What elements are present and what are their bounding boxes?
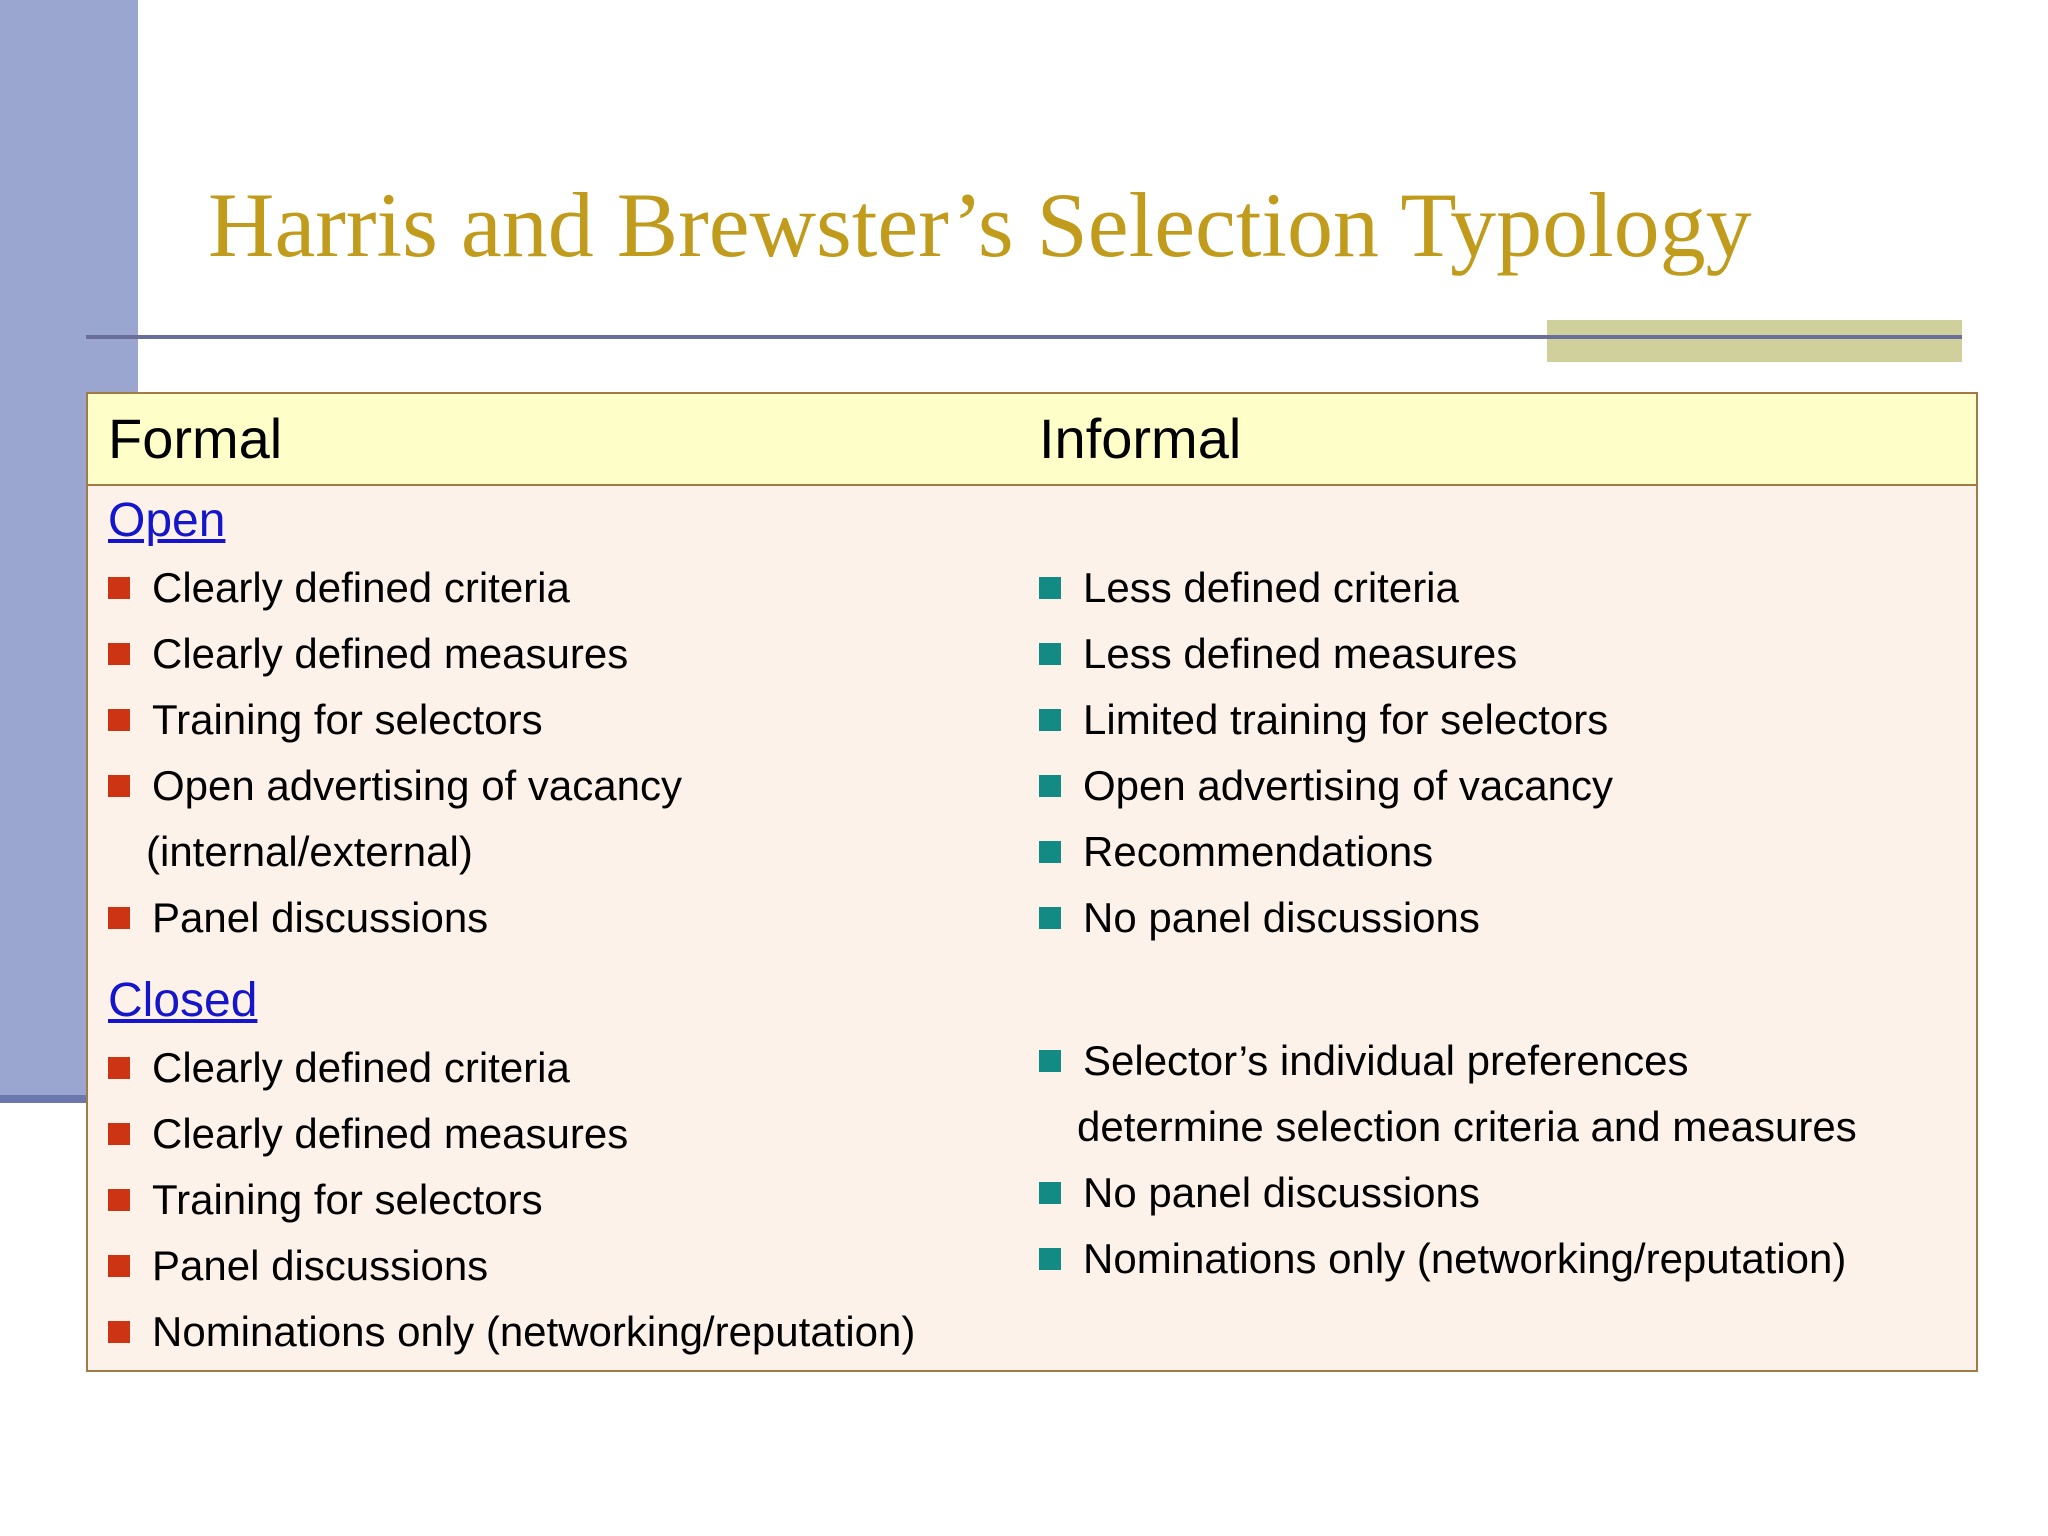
list-item: Open advertising of vacancy [1039,753,1613,819]
list-item: Clearly defined criteria [108,555,682,621]
square-bullet-icon [108,577,130,599]
list-item: Training for selectors [108,1167,915,1233]
square-bullet-icon [108,1123,130,1145]
open-informal-list [1039,555,1613,951]
list-item: Less defined criteria [1039,555,1613,621]
square-bullet-icon [108,643,130,665]
list-item: Open advertising of vacancy (internal/external) [108,753,682,885]
header-formal: Formal [108,407,283,470]
header-informal: Informal [1039,407,1242,470]
square-bullet-icon [1039,577,1061,599]
square-bullet-icon [108,775,130,797]
square-bullet-icon [1039,907,1061,929]
list-item: Clearly defined criteria [108,1035,915,1101]
open-formal-list [108,555,682,951]
section-closed-link[interactable]: Closed [108,974,258,1027]
square-bullet-icon [108,1255,130,1277]
list-item: Panel discussions [108,1233,915,1299]
square-bullet-icon [108,1057,130,1079]
title-rule-accent [1547,320,1962,362]
square-bullet-icon [1039,841,1061,863]
square-bullet-icon [1039,643,1061,665]
list-item: Clearly defined measures [108,621,682,687]
list-item: Nominations only (networking/reputation) [108,1299,915,1365]
typology-table [86,392,1978,1372]
list-item: Nominations only (networking/reputation) [1039,1226,1857,1292]
list-item: Selector’s individual preferences determine selection criteria and measures [1039,1028,1857,1160]
closed-formal-list [108,1035,915,1365]
square-bullet-icon [1039,1050,1061,1072]
list-item: Training for selectors [108,687,682,753]
square-bullet-icon [108,709,130,731]
list-item: Limited training for selectors [1039,687,1613,753]
list-item: Less defined measures [1039,621,1613,687]
square-bullet-icon [1039,1248,1061,1270]
list-item: No panel discussions [1039,885,1613,951]
table-header [88,394,1976,486]
list-item: Panel discussions [108,885,682,951]
title-rule-accent-line [1547,335,1962,339]
list-item: Recommendations [1039,819,1613,885]
square-bullet-icon [1039,709,1061,731]
closed-informal-list [1039,1028,1857,1292]
square-bullet-icon [1039,775,1061,797]
square-bullet-icon [1039,1182,1061,1204]
slide-title: Harris and Brewster’s Selection Typology [208,174,1752,276]
section-open-link[interactable]: Open [108,494,226,547]
list-item: Clearly defined measures [108,1101,915,1167]
list-item: No panel discussions [1039,1160,1857,1226]
square-bullet-icon [108,1321,130,1343]
square-bullet-icon [108,907,130,929]
square-bullet-icon [108,1189,130,1211]
